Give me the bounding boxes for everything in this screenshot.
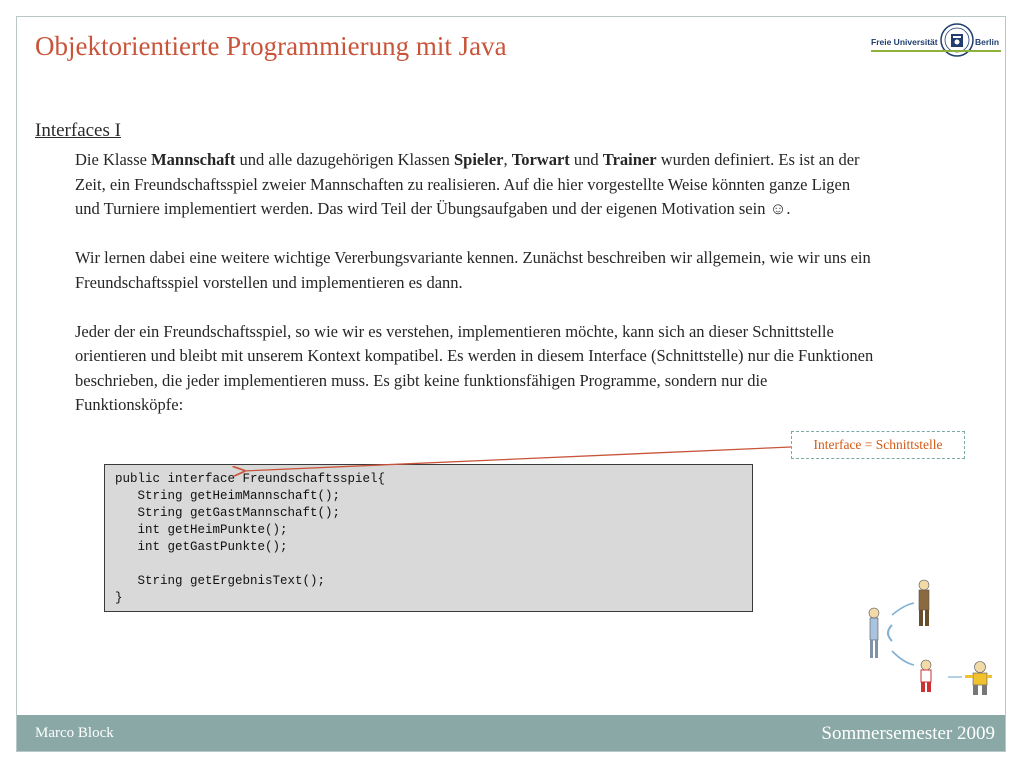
footer-bar xyxy=(17,715,1005,751)
paragraph-inheritance: Wir lernen dabei eine weitere wichtige Vererbungsvariante kennen. Zunächst beschreiben wir allgemein, wie wir uns ein Freundschaftsspiel vorstellen und implementieren es dann. xyxy=(75,248,871,292)
footer-semester: Sommersemester 2009 xyxy=(821,723,995,744)
bold-class-spieler: Spieler xyxy=(453,150,504,169)
body-text xyxy=(75,148,875,418)
code-block xyxy=(104,464,753,612)
callout-interface-label: Interface = Schnittstelle xyxy=(791,431,965,459)
inheritance-figures-illustration xyxy=(862,575,992,695)
text-segment: Die Klasse xyxy=(75,150,152,169)
player-figure-icon xyxy=(869,608,879,658)
text-segment: , xyxy=(503,150,512,169)
footballer-figure-icon xyxy=(921,660,947,695)
page-title: Objektorientierte Programmierung mit Java xyxy=(35,31,507,61)
text-segment: und alle dazugehörigen Klassen xyxy=(235,150,454,169)
code-listing: public interface Freundschaftsspiel{ String getHeimMannschaft(); String getGastMannschaft(); int getHeimPunkte(); int getGastPunkte(); String getErgebnisText(); } xyxy=(115,472,386,605)
slide xyxy=(16,16,1006,752)
paragraph-interface: Jeder der ein Freundschaftsspiel, so wie wir es verstehen, implementieren möchte, kann sich an dieser Schnittstelle orientieren und bleibt mit unserem Kontext kompatibel. Es werden in diesem Interface (Schnittstelle) nur die Funktionen beschrieben, die jeder implementieren muss. Es gibt keine funktionsfähigen Programme, sondern nur die Funktionsköpfe: xyxy=(75,321,874,414)
university-logo xyxy=(871,23,1005,67)
bold-class-trainer: Trainer xyxy=(602,150,657,169)
logo-text-right: Berlin xyxy=(975,37,1000,47)
logo-text-left: Freie Universität xyxy=(871,37,938,47)
footer-author: Marco Block xyxy=(35,725,114,741)
text-segment: wurden definiert. Es ist an der Zeit, ein Freundschaftsspiel zweier Mannschaften zu realisieren. Auf die hier vorgestellte Weise könnten ganze Ligen und Turniere implementiert werden. Das wird Teil der Übungsaufgaben und der eigenen Motivation sein ☺. xyxy=(75,150,860,218)
bold-class-torwart: Torwart xyxy=(511,150,570,169)
text-segment: und xyxy=(569,150,603,169)
bold-class-mannschaft: Mannschaft xyxy=(151,150,236,169)
section-heading: Interfaces I xyxy=(35,120,121,141)
goalkeeper-figure-icon xyxy=(965,662,992,696)
trainer-figure-icon xyxy=(919,580,929,626)
logo-underline xyxy=(871,50,1001,52)
paragraph-intro xyxy=(75,148,875,222)
